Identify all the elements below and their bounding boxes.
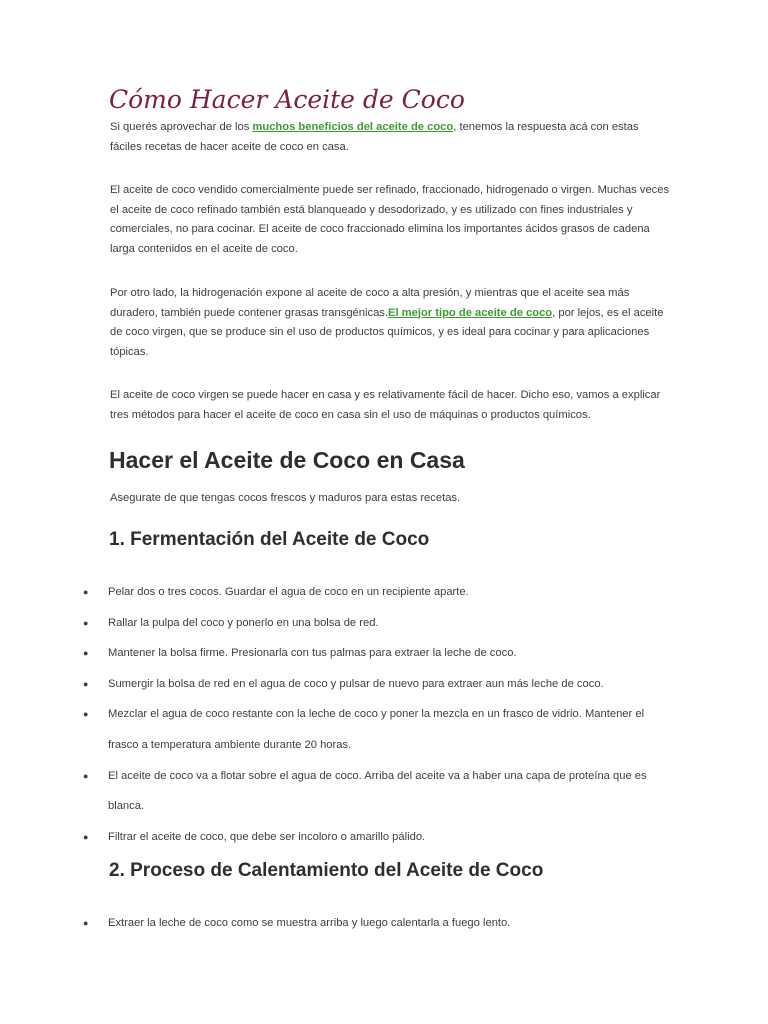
method-2-steps	[0, 908, 668, 939]
method-2-heading: 2. Proceso de Calentamiento del Aceite de Coco	[109, 860, 544, 881]
bullet-icon: ●	[83, 587, 89, 597]
list-item	[0, 822, 668, 853]
intro-text-after: , tenemos la respuesta acá con estas fáciles recetas de hacer aceite de coco en casa.	[110, 121, 639, 153]
step-text: Sumergir la bolsa de red en el agua de coco y pulsar de nuevo para extraer aun más leche de coco.	[108, 677, 604, 690]
list-item	[0, 577, 668, 608]
best-oil-link[interactable]: El mejor tipo de aceite de coco	[388, 306, 553, 319]
step-text: Mantener la bolsa firme. Presionarla con tus palmas para extraer la leche de coco.	[108, 647, 517, 660]
paragraph-methods: El aceite de coco virgen se puede hacer en casa y es relativamente fácil de hacer. Dicho eso, vamos a explicar tres métodos para hacer el aceite de coco en casa sin el uso de máquinas o productos químicos.	[110, 389, 661, 421]
list-item	[0, 761, 668, 822]
step-text: Filtrar el aceite de coco, que debe ser incoloro o amarillo pálido.	[108, 830, 426, 843]
section-intro: Asegurate de que tengas cocos frescos y maduros para estas recetas.	[110, 492, 461, 504]
paragraph-types: El aceite de coco vendido comercialmente puede ser refinado, fraccionado, hidrogenado o virgen. Muchas veces el aceite de coco refinado también está blanqueado y desodorizado, y es utilizado con fines industriales y comerciales, no para cocinar. El aceite de coco fraccionado elimina los importantes ácidos grasos de cadena larga contenidos en el aceite de coco.	[110, 184, 670, 255]
list-item	[0, 908, 668, 939]
list-item	[0, 608, 668, 639]
bullet-icon: ●	[83, 648, 89, 659]
bullet-icon: ●	[83, 770, 89, 781]
benefits-link[interactable]: muchos beneficios del aceite de coco	[252, 121, 454, 133]
bullet-icon: ●	[83, 617, 89, 628]
step-text: Extraer la leche de coco como se muestra arriba y luego calentarla a fuego lento.	[108, 917, 511, 929]
bullet-icon: ●	[83, 831, 89, 842]
section-heading: Hacer el Aceite de Coco en Casa	[109, 447, 465, 473]
bullet-icon: ●	[83, 709, 89, 720]
step-text: El aceite de coco va a flotar sobre el agua de coco. Arriba del aceite va a haber una capa de proteína que es blanca.	[108, 769, 647, 813]
step-text: Pelar dos o tres cocos. Guardar el agua de coco en un recipiente aparte.	[108, 586, 469, 598]
hydrogenation-text-after: , por lejos, es el aceite de coco virgen, que se produce sin el uso de productos químicos, y es ideal para cocinar y para aplicaciones tópicas.	[110, 306, 664, 358]
hydrogenation-text-before: Por otro lado, la hidrogenación expone al aceite de coco a alta presión, y mientras que el aceite sea más duradero, también puede contener grasas transgénicas.	[110, 287, 630, 319]
intro-text-before: Si querés aprovechar de los	[110, 121, 253, 133]
intro-paragraph	[110, 118, 670, 157]
step-text: Mezclar el agua de coco restante con la leche de coco y poner la mezcla en un frasco de vidrio. Mantener el frasco a temperatura ambiente durante 20 horas.	[108, 708, 645, 751]
page-title: Cómo Hacer Aceite de Coco	[109, 85, 465, 114]
step-text: Rallar la pulpa del coco y ponerlo en una bolsa de red.	[108, 616, 379, 629]
paragraph-hydrogenation	[110, 284, 670, 362]
bullet-icon: ●	[83, 678, 89, 689]
list-item	[0, 669, 668, 700]
bullet-icon: ●	[83, 918, 89, 928]
method-1-heading: 1. Fermentación del Aceite de Coco	[109, 529, 430, 550]
method-1-steps	[0, 577, 668, 852]
list-item	[0, 699, 668, 760]
list-item	[0, 638, 668, 669]
